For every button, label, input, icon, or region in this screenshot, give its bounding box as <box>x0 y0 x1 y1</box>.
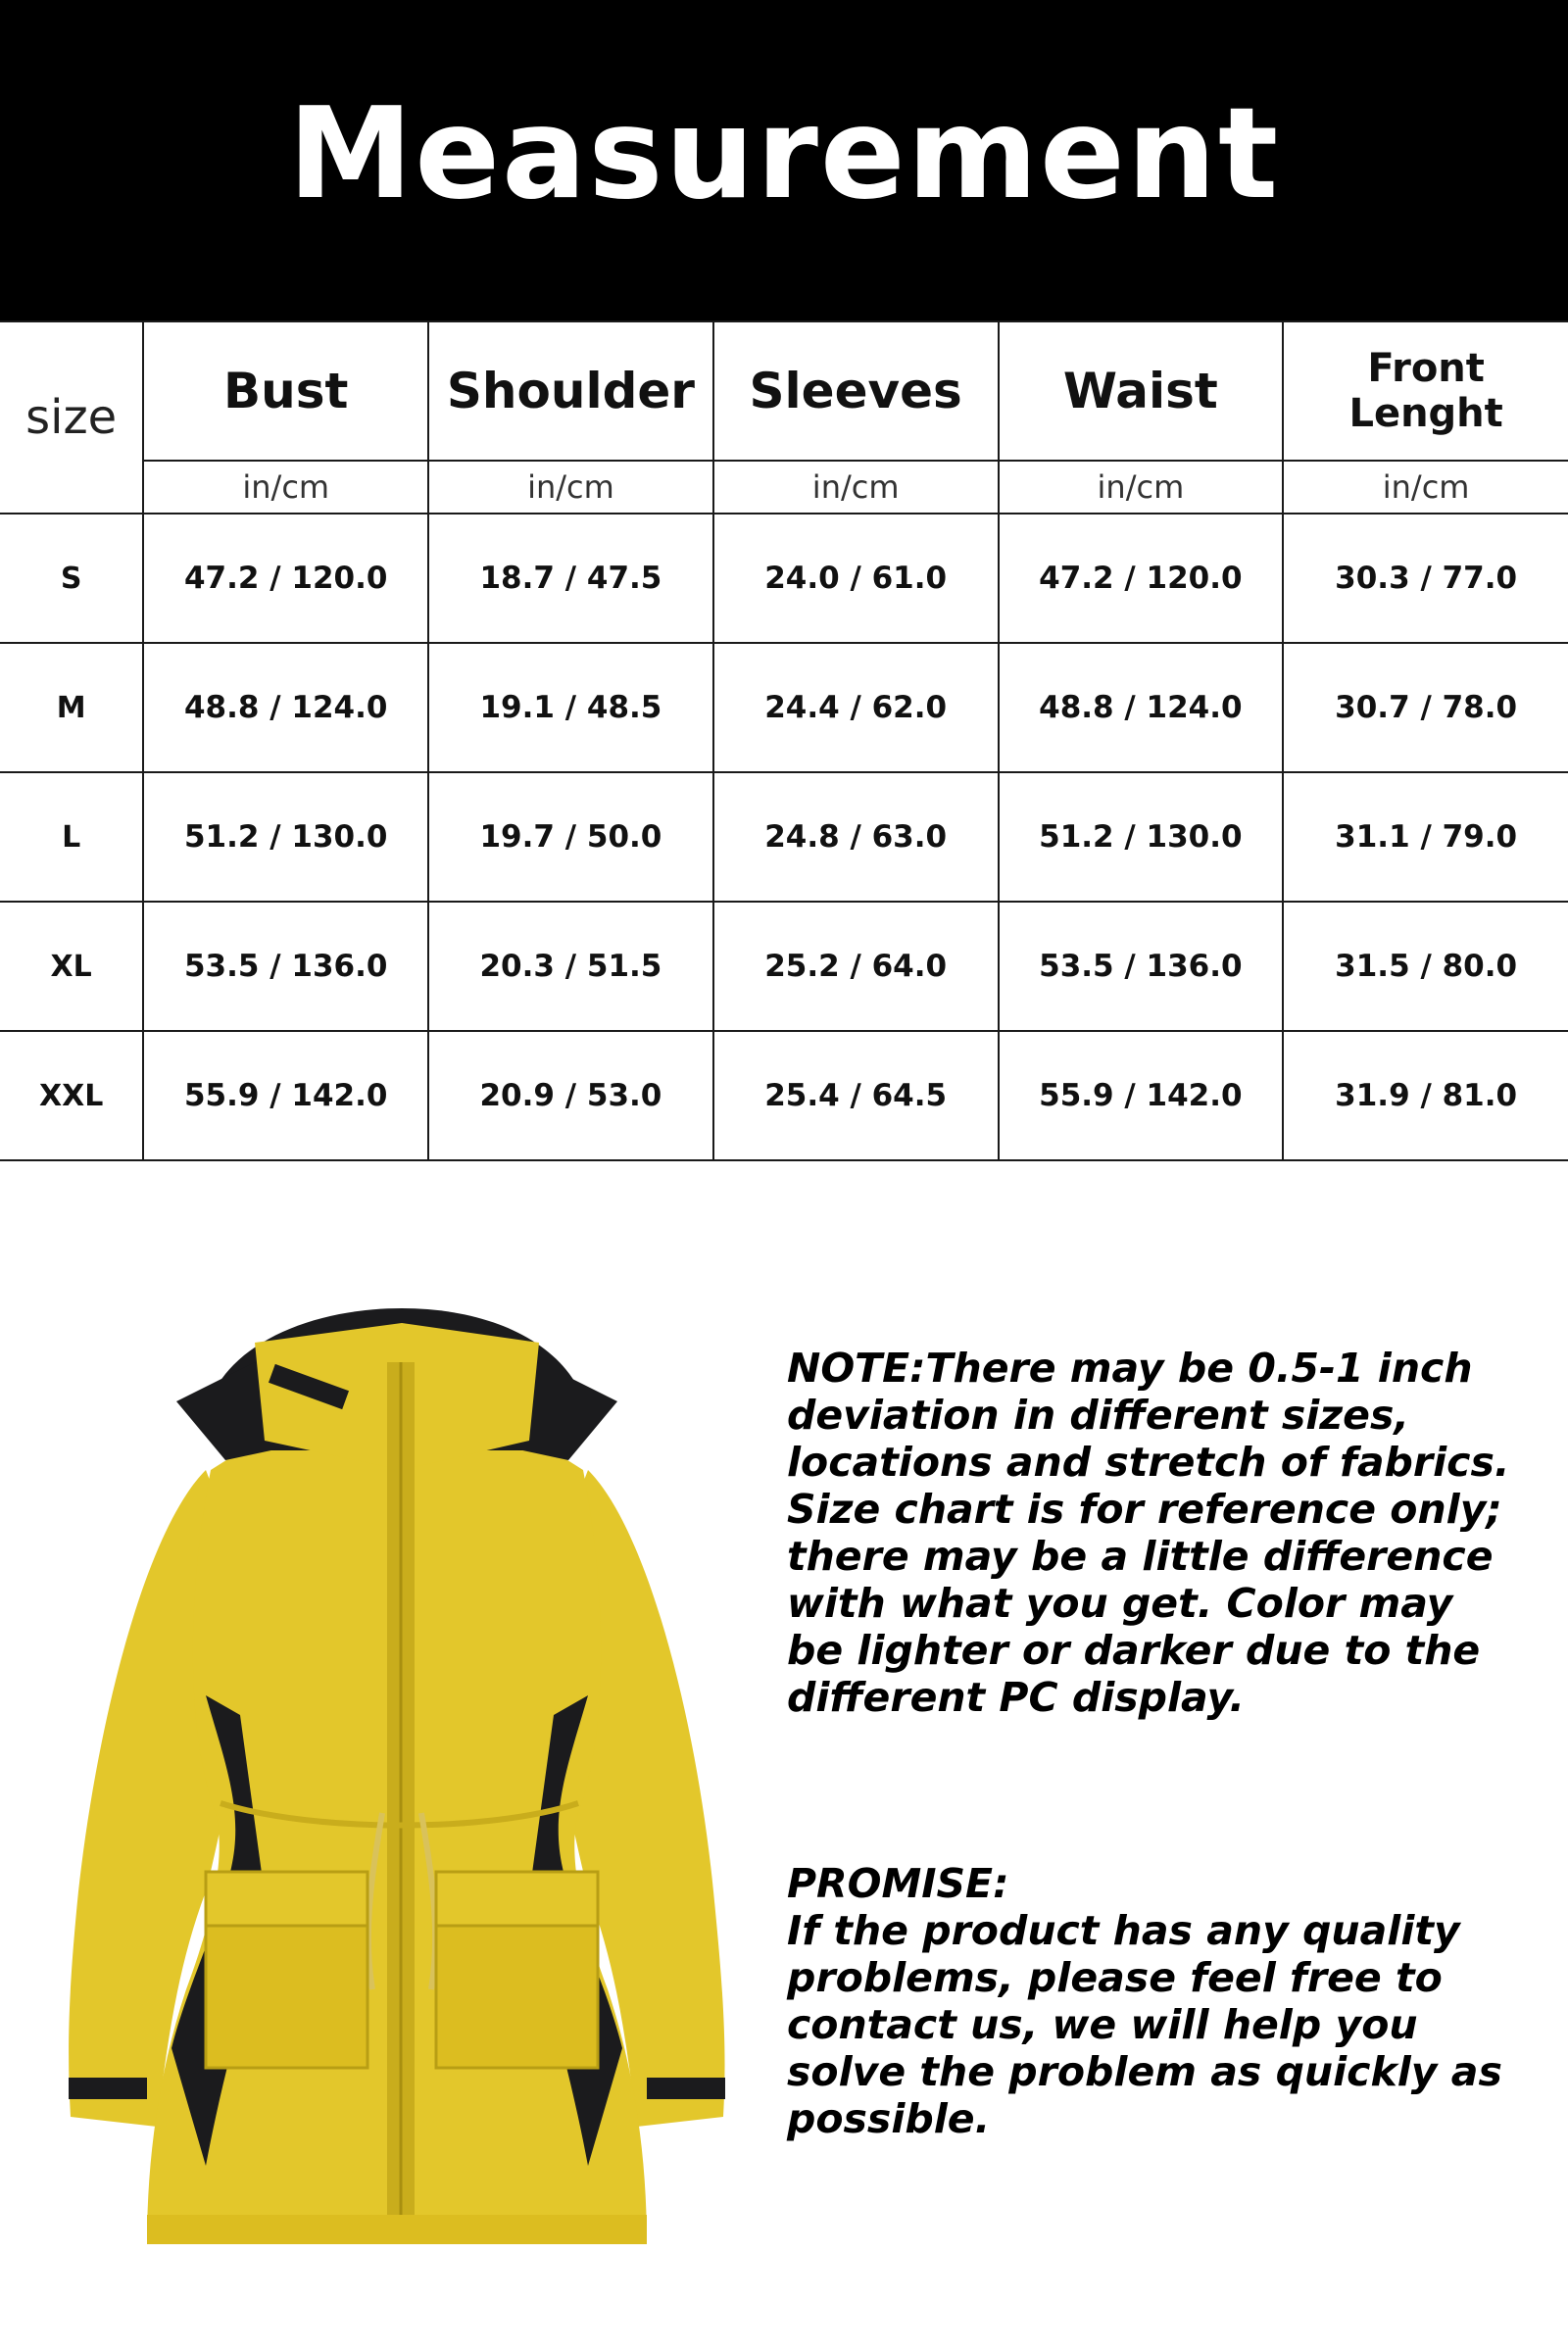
table-cell: 19.7 / 50.0 <box>428 772 713 902</box>
table-cell: 47.2 / 120.0 <box>999 514 1284 643</box>
table-cell: 31.5 / 80.0 <box>1283 902 1568 1031</box>
table-cell: 24.4 / 62.0 <box>713 643 999 772</box>
promise-section <box>787 1860 1512 2142</box>
column-header-sleeves: Sleeves <box>713 321 999 461</box>
unit-label: in/cm <box>713 461 999 514</box>
yellow-raincoat-icon <box>59 1303 745 2283</box>
table-row <box>0 514 1568 643</box>
table-cell: 20.3 / 51.5 <box>428 902 713 1031</box>
table-cell: 55.9 / 142.0 <box>143 1031 428 1160</box>
promise-title: PROMISE: <box>787 1860 1009 1907</box>
table-cell: 24.8 / 63.0 <box>713 772 999 902</box>
table-cell: 48.8 / 124.0 <box>143 643 428 772</box>
unit-label: in/cm <box>428 461 713 514</box>
table-row <box>0 1031 1568 1160</box>
size-column-header: size <box>0 321 143 514</box>
table-cell: 53.5 / 136.0 <box>999 902 1284 1031</box>
table-cell: 18.7 / 47.5 <box>428 514 713 643</box>
unit-label: in/cm <box>1283 461 1568 514</box>
column-header-front-length: Front Lenght <box>1283 321 1568 461</box>
table-cell: 19.1 / 48.5 <box>428 643 713 772</box>
table-row <box>0 772 1568 902</box>
table-cell: 48.8 / 124.0 <box>999 643 1284 772</box>
table-header-row <box>0 321 1568 461</box>
table-row <box>0 902 1568 1031</box>
header-banner <box>0 0 1568 320</box>
table-cell: 51.2 / 130.0 <box>143 772 428 902</box>
size-note: NOTE:There may be 0.5-1 inch deviation in different sizes, locations and stretch of fabrics. Size chart is for reference only; there may be a little difference with what you get. Color may be lighter or darker due to the different PC display. <box>787 1345 1510 1721</box>
table-cell: 30.3 / 77.0 <box>1283 514 1568 643</box>
promise-text: If the product has any quality problems, please feel free to contact us, we will help you solve the problem as quickly as possible. <box>787 1907 1502 2142</box>
unit-label: in/cm <box>999 461 1284 514</box>
table-cell: 25.4 / 64.5 <box>713 1031 999 1160</box>
table-cell: 55.9 / 142.0 <box>999 1031 1284 1160</box>
table-cell: 31.9 / 81.0 <box>1283 1031 1568 1160</box>
unit-row <box>0 461 1568 514</box>
column-header-bust: Bust <box>143 321 428 461</box>
table-row <box>0 643 1568 772</box>
table-cell: 47.2 / 120.0 <box>143 514 428 643</box>
table-cell: 51.2 / 130.0 <box>999 772 1284 902</box>
size-cell: M <box>0 643 143 772</box>
page-title: Measurement <box>287 81 1281 227</box>
table-cell: 53.5 / 136.0 <box>143 902 428 1031</box>
table-cell: 24.0 / 61.0 <box>713 514 999 643</box>
size-cell: L <box>0 772 143 902</box>
table-cell: 20.9 / 53.0 <box>428 1031 713 1160</box>
column-header-waist: Waist <box>999 321 1284 461</box>
table-cell: 25.2 / 64.0 <box>713 902 999 1031</box>
column-header-shoulder: Shoulder <box>428 321 713 461</box>
table-cell: 31.1 / 79.0 <box>1283 772 1568 902</box>
table-cell: 30.7 / 78.0 <box>1283 643 1568 772</box>
size-cell: S <box>0 514 143 643</box>
product-image <box>59 1303 745 2283</box>
size-chart-table <box>0 320 1568 1161</box>
size-cell: XXL <box>0 1031 143 1160</box>
size-cell: XL <box>0 902 143 1031</box>
unit-label: in/cm <box>143 461 428 514</box>
